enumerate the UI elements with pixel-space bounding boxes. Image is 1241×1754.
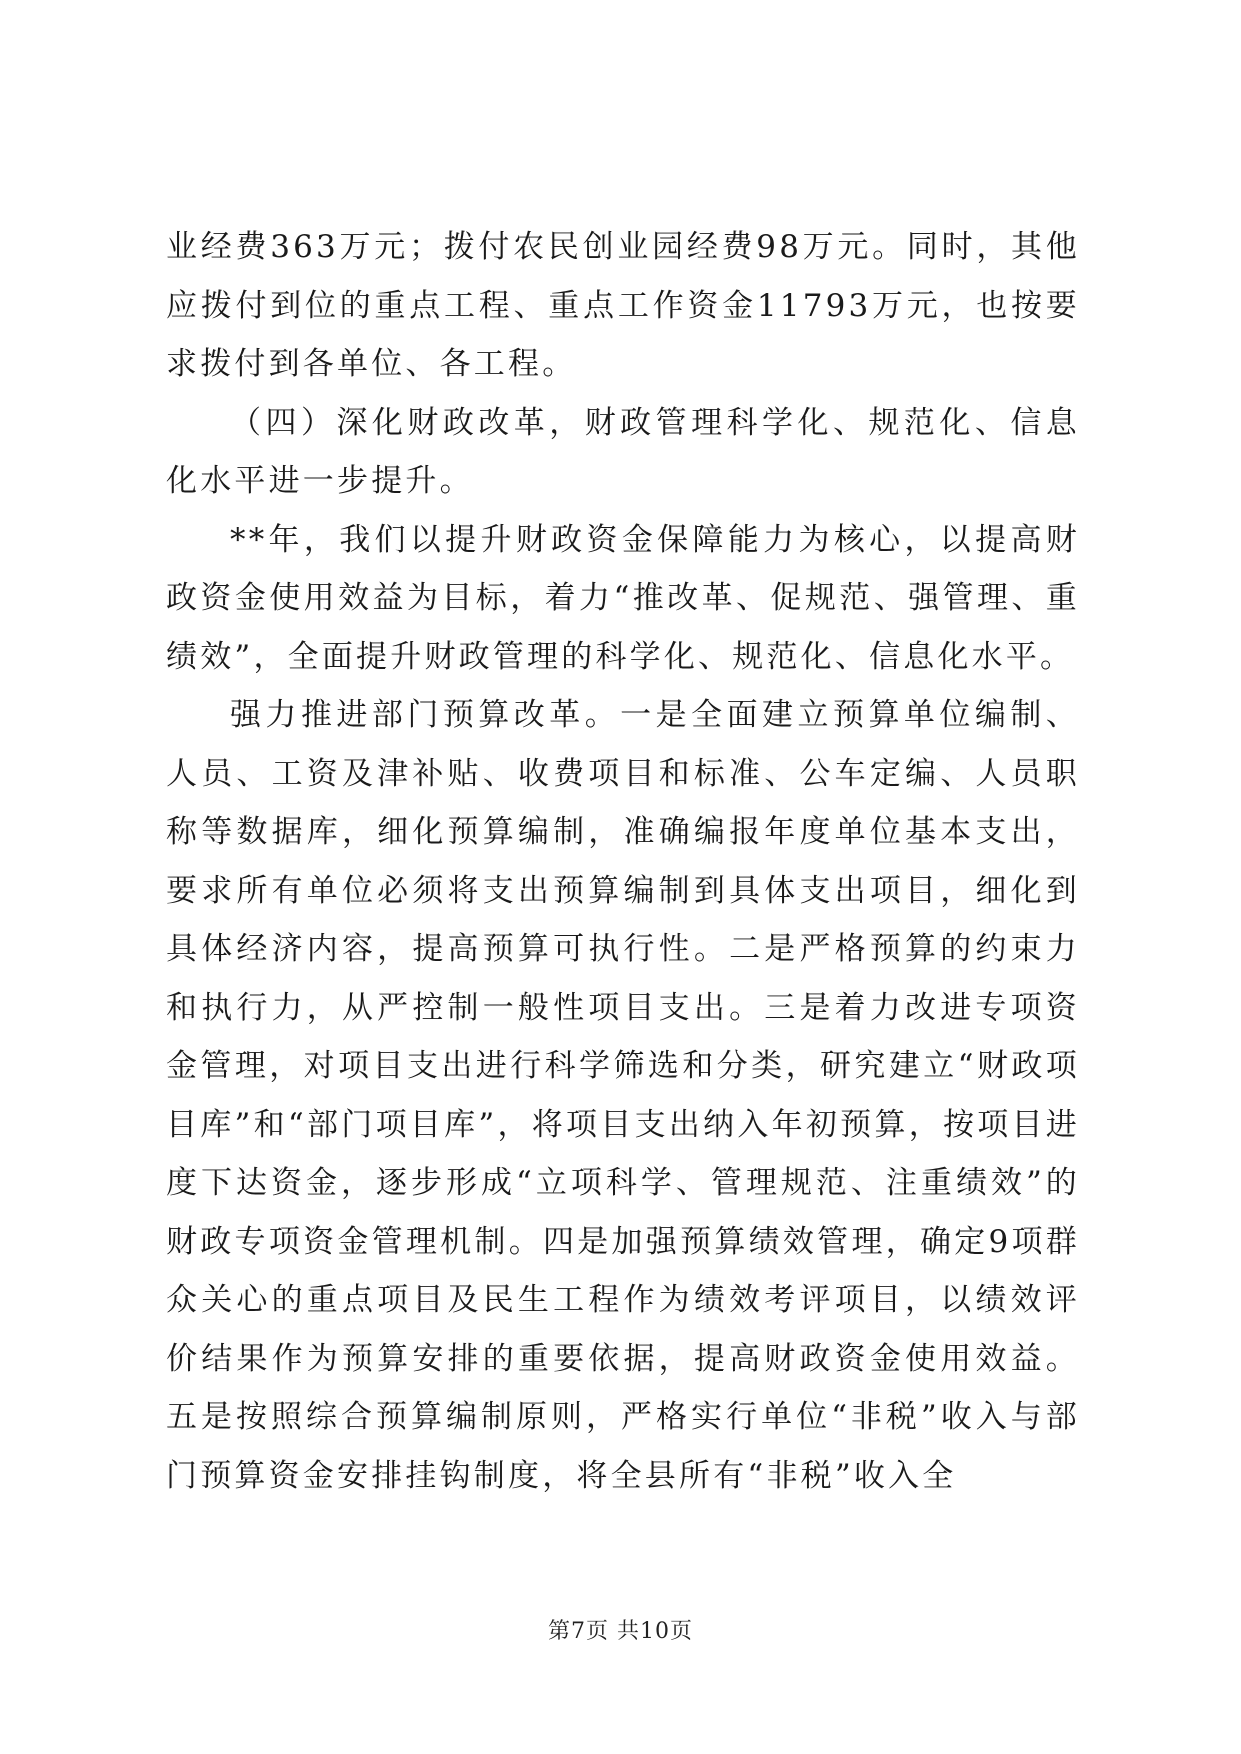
- paragraph-1: 业经费363万元；拨付农民创业园经费98万元。同时，其他应拨付到位的重点工程、重点工作资金11793万元，也按要求拨付到各单位、各工程。: [166, 229, 1080, 382]
- page-number-footer: 第7页 共10页: [548, 1619, 693, 1644]
- paragraph-3: **年，我们以提升财政资金保障能力为核心，以提高财政资金使用效益为目标，着力“推改革、促规范、强管理、重绩效”，全面提升财政管理的科学化、规范化、信息化水平。: [166, 521, 1080, 675]
- paragraph-4: 强力推进部门预算改革。一是全面建立预算单位编制、人员、工资及津补贴、收费项目和标准、公车定编、人员职称等数据库，细化预算编制，准确编报年度单位基本支出，要求所有单位必须将支出预算编制到具体支出项目，细化到具体经济内容，提高预算可执行性。二是严格预算的约束力和执行力，从严控制一般性项目支出。三是着力改进专项资金管理，对项目支出进行科学筛选和分类，研究建立“财政项目库”和“部门项目库”，将项目支出纳入年初预算，按项目进度下达资金，逐步形成“立项科学、管理规范、注重绩效”的财政专项资金管理机制。四是加强预算绩效管理，确定9项群众关心的重点项目及民生工程作为绩效考评项目，以绩效评价结果作为预算安排的重要依据，提高财政资金使用效益。五是按照综合预算编制原则，严格实行单位“非税”收入与部门预算资金安排挂钩制度，将全县所有“非税”收入全: [166, 697, 1080, 1494]
- document-body: [166, 218, 1080, 1505]
- paragraph-2-section-heading: （四）深化财政改革，财政管理科学化、规范化、信息化水平进一步提升。: [166, 404, 1080, 499]
